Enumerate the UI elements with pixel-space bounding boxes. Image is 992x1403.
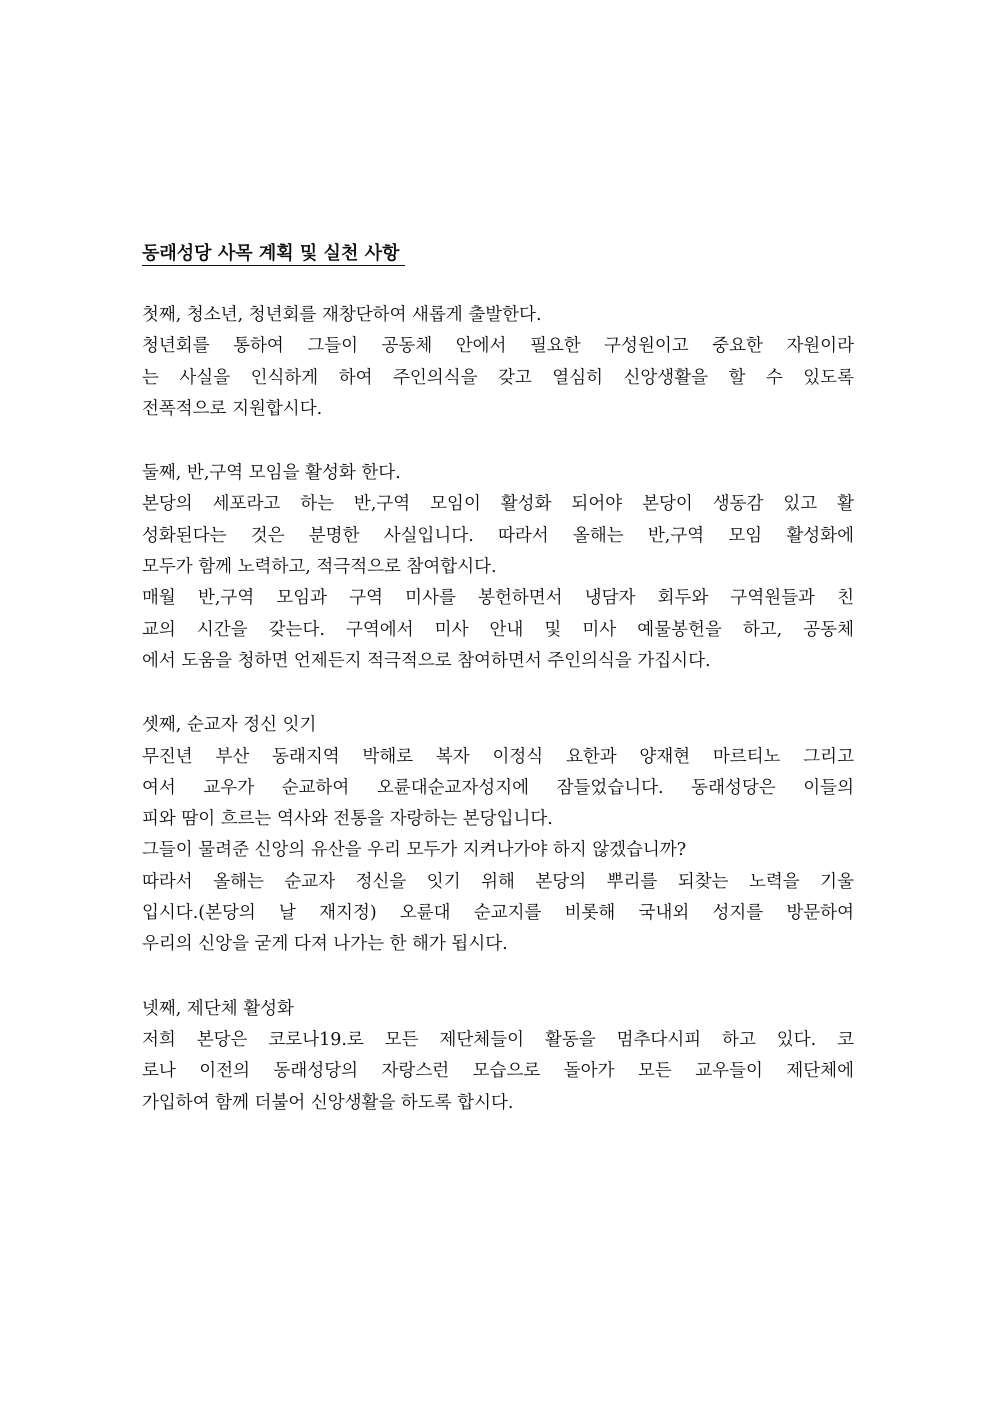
paragraph-line: 가입하여 함께 더불어 신앙생활을 하도록 합시다. bbox=[142, 1092, 514, 1113]
paragraph-line: 는 사실을 인식하게 하여 주인의식을 갖고 열심히 신앙생활을 할 수 있도록 bbox=[142, 367, 854, 388]
section-heading: 넷째, 제단체 활성화 bbox=[142, 998, 294, 1019]
paragraph-line: 모두가 함께 노력하고, 적극적으로 참여합시다. bbox=[142, 557, 497, 578]
section-martyrs bbox=[142, 710, 854, 960]
section-youth bbox=[142, 300, 854, 425]
document-body bbox=[142, 238, 854, 1152]
paragraph-line: 피와 땀이 흐르는 역사와 전통을 자랑하는 본당입니다. bbox=[142, 809, 553, 830]
document-title bbox=[142, 238, 854, 270]
paragraph-line: 에서 도움을 청하면 언제든지 적극적으로 참여하면서 주인의식을 가집시다. bbox=[142, 650, 711, 671]
paragraph-line: 여서 교우가 순교하여 오륜대순교자성지에 잠들었습니다. 동래성당은 이들의 bbox=[142, 777, 854, 798]
section-district-meetings bbox=[142, 458, 854, 677]
paragraph-line: 청년회를 통하여 그들이 공동체 안에서 필요한 구성원이고 중요한 자원이라 bbox=[142, 336, 854, 357]
paragraph-line: 매월 반,구역 모임과 구역 미사를 봉헌하면서 냉담자 회두와 구역원들과 친 bbox=[142, 588, 854, 609]
paragraph-line: 성화된다는 것은 분명한 사실입니다. 따라서 올해는 반,구역 모임 활성화에 bbox=[142, 525, 854, 546]
paragraph-line: 저희 본당은 코로나19.로 모든 제단체들이 활동을 멈추다시피 하고 있다. 코 bbox=[142, 1029, 854, 1050]
paragraph-line: 그들이 물려준 신앙의 유산을 우리 모두가 지켜나가야 하지 않겠습니까? bbox=[142, 840, 687, 861]
section-heading: 첫째, 청소년, 청년회를 재창단하여 새롭게 출발한다. bbox=[142, 305, 542, 325]
paragraph-line: 무진년 부산 동래지역 박해로 복자 이정식 요한과 양재현 마르티노 그리고 bbox=[142, 746, 854, 767]
paragraph-line: 로나 이전의 동래성당의 자랑스런 모습으로 돌아가 모든 교우들이 제단체에 bbox=[142, 1061, 854, 1082]
paragraph-line: 본당의 세포라고 하는 반,구역 모임이 활성화 되어야 본당이 생동감 있고 활 bbox=[142, 494, 854, 515]
document-title-text: 동래성당 사목 계획 및 실천 사항 bbox=[142, 243, 405, 266]
paragraph-line: 우리의 신앙을 굳게 다져 나가는 한 해가 됩시다. bbox=[142, 934, 508, 955]
section-organizations bbox=[142, 994, 854, 1119]
paragraph-line: 따라서 올해는 순교자 정신을 잇기 위해 본당의 뿌리를 되찾는 노력을 기울 bbox=[142, 871, 854, 892]
section-heading: 셋째, 순교자 정신 잇기 bbox=[142, 715, 317, 736]
paragraph-line: 입시다.(본당의 날 재지정) 오륜대 순교지를 비롯해 국내외 성지를 방문하여 bbox=[142, 903, 854, 924]
section-heading: 둘째, 반,구역 모임을 활성화 한다. bbox=[142, 463, 401, 484]
paragraph-line: 전폭적으로 지원합시다. bbox=[142, 398, 323, 419]
paragraph-line: 교의 시간을 갖는다. 구역에서 미사 안내 및 미사 예물봉헌을 하고, 공동체 bbox=[142, 619, 854, 640]
